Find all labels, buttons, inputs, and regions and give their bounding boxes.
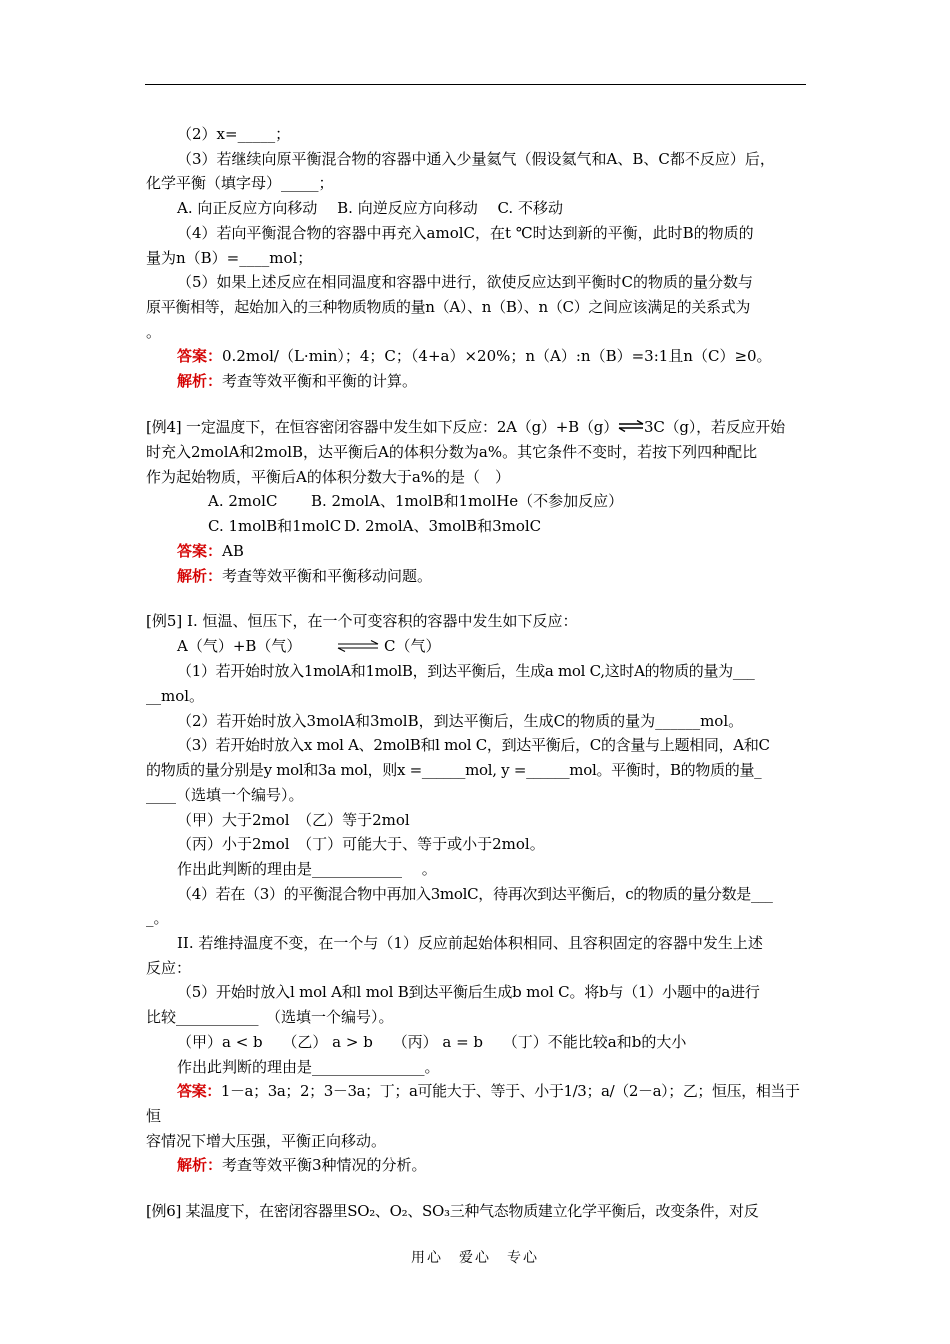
ex5-answer-line2: 容情况下增大压强，平衡正向移动。 [146, 1131, 387, 1150]
explanation-text: 考查等效平衡和平衡的计算。 [222, 372, 418, 391]
ex5-part5-line2: 比较___________ （选填一个编号）。 [146, 1008, 394, 1027]
ex5-part3-line2: 的物质的量分别是y mol和3a mol，则x =______mol, y =______mol。平衡时，B的物质的量_ [146, 761, 762, 780]
q-part-2: （2）x=_____； [177, 125, 291, 143]
q-explanation [146, 369, 806, 394]
explanation-text: 考查等效平衡3种情况的分析。 [222, 1156, 427, 1175]
explanation-label: 解析： [177, 372, 223, 391]
ex4-line1 [146, 415, 806, 440]
ex5-answer-line1 [146, 1079, 806, 1128]
ex5-explanation [146, 1153, 806, 1178]
ex4-option-b: B. 2molA、1molB和1molHe（不参加反应） [311, 492, 624, 511]
ex5-part1-line2: __mol。 [146, 687, 205, 706]
ex5-part3-reason: 作出此判断的理由是____________ 。 [177, 859, 437, 878]
ex5-part4-line1: （4）若在（3）的平衡混合物中再加入3molC，待再次到达平衡后，c的物质的量分数是___ [177, 884, 773, 903]
ex5-part4-line2: _。 [146, 909, 169, 928]
ex4-option-c: C. 1molB和1molC [208, 517, 342, 536]
q-part-5-line2: 原平衡相等，起始加入的三种物质物质的量n（A）、n（B）、n（C）之间应该满足的关系式为 [146, 297, 751, 316]
answer-text: AB [222, 541, 244, 560]
equilibrium-arrow-icon [618, 415, 644, 440]
ex4-line1-b: 3C（g），若反应开始 [644, 417, 785, 436]
ex4-line3: 作为起始物质，平衡后A的体积分数大于a%的是（ ） [146, 467, 511, 486]
explanation-label: 解析： [177, 566, 223, 585]
answer-label: 答案： [177, 541, 223, 560]
ex4-answer [146, 539, 806, 564]
q-part-4-line1: （4）若向平衡混合物的容器中再充入amolC，在t ℃时达到新的平衡，此时B的物质的 [177, 223, 754, 242]
page-footer: 用心 爱心 专心 [411, 1250, 539, 1266]
q-part-5-line3: 。 [146, 322, 162, 341]
explanation-label: 解析： [177, 1156, 223, 1175]
q-part-3-options: A. 向正反应方向移动 B. 向逆反应方向移动 C. 不移动 [177, 199, 563, 218]
ex6-line1: [例6] 某温度下，在密闭容器里SO₂、O₂、SO₃三种气态物质建立化学平衡后，改变条件，对反 [146, 1202, 759, 1221]
ex5-part2: （2）若开始时放入3molA和3molB，到达平衡后，生成C的物质的量为______mol。 [177, 711, 744, 730]
ex5-part5-reason: 作出此判断的理由是_______________。 [177, 1057, 440, 1076]
q-part-3-line1: （3）若继续向原平衡混合物的容器中通入少量氦气（假设氦气和A、B、C都不反应）后， [177, 149, 775, 168]
answer-label: 答案： [177, 347, 223, 366]
equilibrium-arrow-icon [306, 635, 379, 660]
ex5-part1-line1: （1）若开始时放入1molA和1molB，到达平衡后，生成a mol C,这时A的物质的量为___ [177, 662, 755, 681]
ex5-part5-options: （甲）a < b （乙） a > b （丙） a = b （丁）不能比较a和b的大小 [177, 1032, 687, 1051]
answer-text: 0.2mol/（L·min）；4；C；（4+a）×20%；n（A）:n（B）=3:1且n（C）≥0。 [222, 347, 772, 366]
ex5-equation [146, 634, 806, 659]
explanation-text: 考查等效平衡和平衡移动问题。 [222, 566, 433, 585]
ex5-part3-options2: （丙）小于2mol （丁）可能大于、等于或小于2mol。 [177, 835, 545, 854]
ex4-options-cd [146, 514, 806, 539]
ex5-line1: [例5] I. 恒温、恒压下，在一个可变容积的容器中发生如下反应： [146, 612, 578, 631]
document-body [146, 122, 806, 1224]
ex5-equation-b: C（气） [384, 637, 441, 655]
ex5-section2-line2: 反应： [146, 958, 192, 977]
header-rule [145, 84, 806, 85]
answer-label: 答案： [177, 1082, 221, 1101]
answer-text: 1－a；3a；2；3－3a；丁；a可能大于、等于、小于1/3；a/（2－a）；乙；恒压，相当于恒 [146, 1082, 800, 1125]
ex5-equation-a: A（气）+B（气） [177, 637, 302, 655]
ex4-line2: 时充入2molA和2molB，达平衡后A的体积分数为a%。其它条件不变时，若按下列四种配比 [146, 443, 758, 462]
ex5-section2-line1: II. 若维持温度不变，在一个与（1）反应前起始体积相同、且容积固定的容器中发生上述 [177, 934, 763, 953]
ex4-option-d: D. 2molA、3molB和3molC [344, 517, 542, 536]
q-answer [146, 344, 806, 369]
q-part-5-line1: （5）如果上述反应在相同温度和容器中进行，欲使反应达到平衡时C的物质的量分数与 [177, 273, 754, 292]
ex4-line1-a: [例4] 一定温度下，在恒容密闭容器中发生如下反应：2A（g）+B（g） [146, 417, 618, 436]
ex5-part5-line1: （5）开始时放入l mol A和l mol B到达平衡后生成b mol C。将b与（1）小题中的a进行 [177, 983, 760, 1002]
q-part-4-line2: 量为n（B）=____mol； [146, 248, 313, 267]
ex4-explanation [146, 564, 806, 589]
ex5-part3-options1: （甲）大于2mol （乙）等于2mol [177, 810, 410, 829]
ex5-part3-line3: ____（选填一个编号）。 [146, 785, 304, 804]
ex4-option-a: A. 2molC [208, 492, 278, 511]
ex4-options-ab [146, 489, 806, 514]
ex5-part3-line1: （3）若开始时放入x mol A、2molB和l mol C，到达平衡后，C的含量与上题相同，A和C [177, 736, 770, 755]
q-part-3-line2: 化学平衡（填字母）_____； [146, 174, 334, 193]
